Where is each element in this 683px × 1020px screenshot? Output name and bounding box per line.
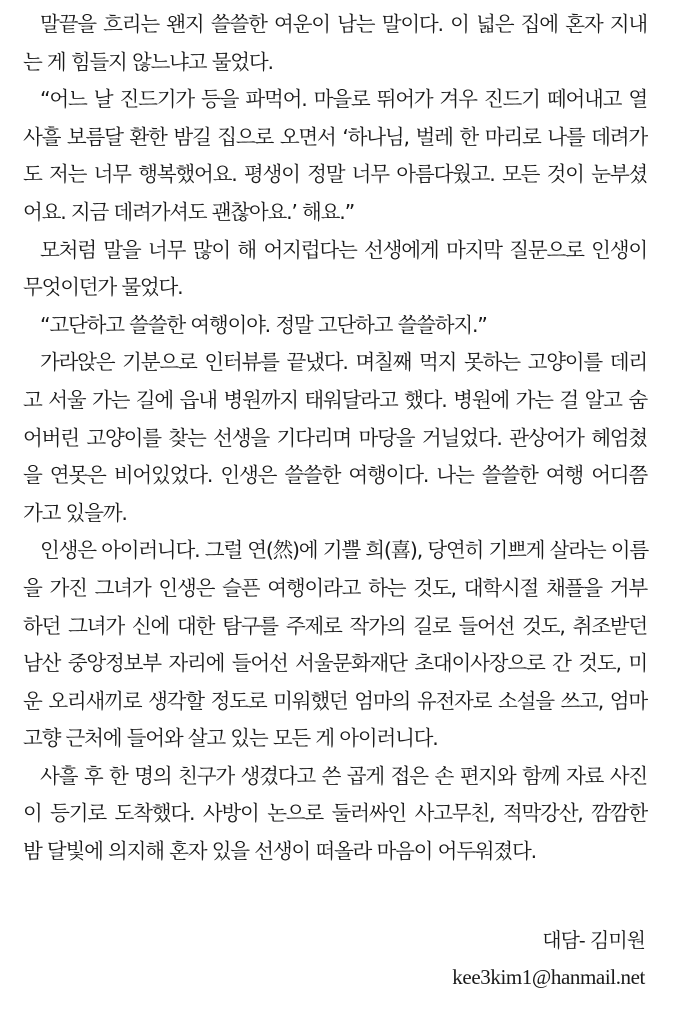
paragraph-quote (23, 81, 647, 231)
article-body (23, 6, 647, 871)
text-line: 가라앉은 기분으로 인터뷰를 끝냈다. 며칠째 먹지 못하는 고양이를 데리 (40, 350, 647, 375)
text-line: 하던 그녀가 신에 대한 탐구를 주제로 작가의 길로 들어선 것도, 취조받던 (23, 613, 647, 638)
text-line: 모처럼 말을 너무 많이 해 어지럽다는 선생에게 마지막 질문으로 인생이 (40, 237, 647, 262)
text-line: 을 가진 그녀가 인생은 슬픈 여행이라고 하는 것도, 대학시절 채플을 거부 (23, 575, 647, 600)
text-line: 고향 근처에 들어와 살고 있는 모든 게 아이러니다. (23, 726, 438, 751)
text-line: 어요. 지금 데려가셔도 괜찮아요.’ 해요.” (23, 199, 354, 224)
text-line: 고 서울 가는 길에 읍내 병원까지 태워달라고 했다. 병원에 가는 걸 알고 숨 (23, 387, 647, 412)
text-line: “어느 날 진드기가 등을 파먹어. 마을로 뛰어가 겨우 진드기 떼어내고 열 (40, 87, 647, 112)
paragraph-quote (23, 307, 647, 345)
text-line: 사흘 보름달 환한 밤길 집으로 오면서 ‘하나님, 벌레 한 마리로 나를 데려가 (23, 124, 647, 149)
text-line: 도 저는 너무 행복했어요. 평생이 정말 너무 아름다웠고. 모든 것이 눈부셨 (23, 162, 647, 187)
text-line: 이 등기로 도착했다. 사방이 논으로 둘러싸인 사고무친, 적막강산, 깜깜한 (23, 801, 647, 826)
text-line: “고단하고 쓸쓸한 여행이야. 정말 고단하고 쓸쓸하지.” (40, 312, 487, 337)
paragraph (23, 532, 647, 758)
text-line: 남산 중앙정보부 자리에 들어선 서울문화재단 초대이사장으로 간 것도, 미 (23, 651, 647, 676)
signature-block (452, 922, 645, 996)
text-line: 가고 있을까. (23, 500, 127, 525)
text-line: 사흘 후 한 명의 친구가 생겼다고 쓴 곱게 접은 손 편지와 함께 자료 사진 (40, 763, 647, 788)
text-line: 을 연못은 비어있었다. 인생은 쓸쓸한 여행이다. 나는 쓸쓸한 여행 어디쯤 (23, 463, 647, 488)
text-line: 무엇이던가 물었다. (23, 275, 183, 300)
text-line: 밤 달빛에 의지해 혼자 있을 선생이 떠올라 마음이 어두워졌다. (23, 839, 536, 864)
text-line: 말끝을 흐리는 왠지 쓸쓸한 여운이 남는 말이다. 이 넓은 집에 혼자 지내 (40, 12, 647, 36)
text-line: 는 게 힘들지 않느냐고 물었다. (23, 49, 273, 74)
interviewer-byline: 대담- 김미원 (542, 928, 645, 952)
paragraph (23, 344, 647, 532)
contact-email: kee3kim1@hanmail.net (452, 965, 645, 989)
text-line: 운 오리새끼로 생각할 정도로 미워했던 엄마의 유전자로 소설을 쓰고, 엄마 (23, 688, 647, 713)
paragraph (23, 232, 647, 307)
text-line: 인생은 아이러니다. 그럴 연(然)에 기쁠 희(喜), 당연히 기쁘게 살라는 이름 (40, 538, 648, 563)
paragraph (23, 6, 647, 81)
text-line: 어버린 고양이를 찾는 선생을 기다리며 마당을 거닐었다. 관상어가 헤엄쳤 (23, 425, 647, 450)
paragraph (23, 758, 647, 871)
